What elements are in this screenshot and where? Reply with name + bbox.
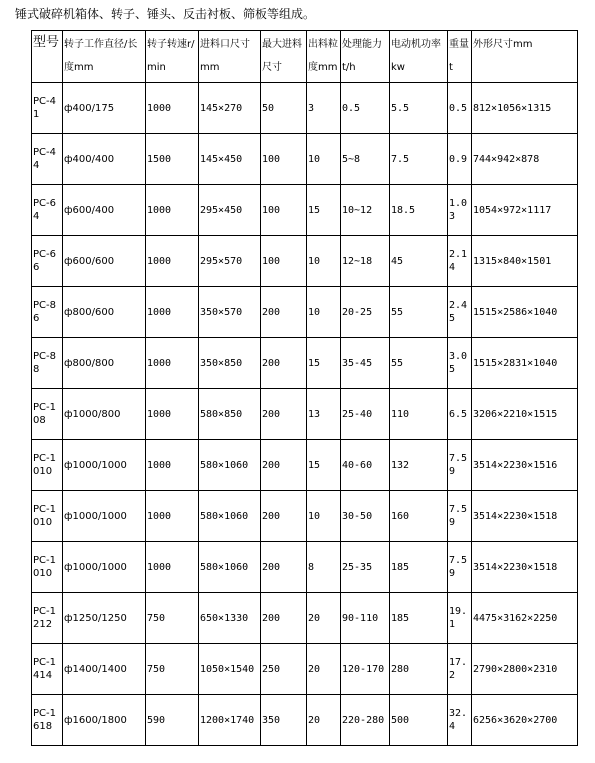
table-header-row [32, 31, 578, 83]
cell-weight: 1.03 [448, 185, 472, 236]
cell-rotor-speed: 1000 [146, 440, 199, 491]
cell-max-feed: 200 [261, 389, 307, 440]
cell-rotor-speed: 1000 [146, 287, 199, 338]
cell-inlet-size: 145×270 [199, 83, 261, 134]
cell-motor-power: 55 [390, 338, 448, 389]
cell-model: PC-1618 [32, 695, 63, 746]
cell-dimensions: 744×942×878 [472, 134, 578, 185]
cell-weight: 0.5 [448, 83, 472, 134]
cell-rotor-size: ф1000/1000 [63, 491, 146, 542]
cell-rotor-speed: 1000 [146, 389, 199, 440]
cell-inlet-size: 650×1330 [199, 593, 261, 644]
cell-rotor-speed: 1000 [146, 83, 199, 134]
cell-inlet-size: 350×850 [199, 338, 261, 389]
cell-dimensions: 3514×2230×1518 [472, 491, 578, 542]
cell-discharge-size: 15 [307, 338, 341, 389]
cell-motor-power: 500 [390, 695, 448, 746]
table-row [32, 338, 578, 389]
cell-capacity: 25-35 [341, 542, 390, 593]
cell-discharge-size: 15 [307, 440, 341, 491]
cell-weight: 7.59 [448, 440, 472, 491]
cell-discharge-size: 10 [307, 134, 341, 185]
cell-model: PC-1212 [32, 593, 63, 644]
cell-inlet-size: 1200×1740 [199, 695, 261, 746]
header-discharge-size: 出料粒度mm [307, 31, 341, 83]
cell-weight: 6.5 [448, 389, 472, 440]
cell-motor-power: 5.5 [390, 83, 448, 134]
cell-rotor-size: ф1250/1250 [63, 593, 146, 644]
table-row [32, 491, 578, 542]
table-row [32, 83, 578, 134]
cell-inlet-size: 580×850 [199, 389, 261, 440]
caption: 锤式破碎机箱体、转子、锤头、反击衬板、筛板等组成。 [15, 7, 316, 21]
cell-rotor-size: ф1000/1000 [63, 542, 146, 593]
cell-dimensions: 3514×2230×1516 [472, 440, 578, 491]
cell-capacity: 35-45 [341, 338, 390, 389]
cell-motor-power: 132 [390, 440, 448, 491]
header-inlet-size: 进料口尺寸mm [199, 31, 261, 83]
cell-weight: 7.59 [448, 491, 472, 542]
cell-rotor-speed: 1000 [146, 491, 199, 542]
cell-max-feed: 50 [261, 83, 307, 134]
table-row [32, 134, 578, 185]
cell-motor-power: 280 [390, 644, 448, 695]
cell-inlet-size: 350×570 [199, 287, 261, 338]
cell-max-feed: 200 [261, 593, 307, 644]
spec-table [31, 30, 578, 746]
cell-discharge-size: 10 [307, 491, 341, 542]
cell-capacity: 0.5 [341, 83, 390, 134]
cell-model: PC-86 [32, 287, 63, 338]
cell-discharge-size: 15 [307, 185, 341, 236]
cell-discharge-size: 10 [307, 236, 341, 287]
cell-rotor-speed: 1000 [146, 542, 199, 593]
cell-inlet-size: 1050×1540 [199, 644, 261, 695]
table-row [32, 440, 578, 491]
cell-rotor-size: ф400/175 [63, 83, 146, 134]
cell-model: PC-1010 [32, 491, 63, 542]
cell-rotor-size: ф800/600 [63, 287, 146, 338]
cell-motor-power: 55 [390, 287, 448, 338]
cell-rotor-speed: 1000 [146, 236, 199, 287]
cell-rotor-speed: 1500 [146, 134, 199, 185]
cell-max-feed: 100 [261, 236, 307, 287]
cell-rotor-size: ф400/400 [63, 134, 146, 185]
header-model: 型号 [32, 31, 63, 83]
header-rotor-speed: 转子转速r/min [146, 31, 199, 83]
cell-capacity: 5~8 [341, 134, 390, 185]
cell-weight: 19.1 [448, 593, 472, 644]
cell-dimensions: 1515×2586×1040 [472, 287, 578, 338]
cell-capacity: 20-25 [341, 287, 390, 338]
header-dimensions: 外形尺寸mm [472, 31, 578, 83]
cell-capacity: 30-50 [341, 491, 390, 542]
cell-weight: 7.59 [448, 542, 472, 593]
cell-model: PC-108 [32, 389, 63, 440]
cell-inlet-size: 580×1060 [199, 440, 261, 491]
header-rotor-size: 转子工作直径/长度mm [63, 31, 146, 83]
cell-discharge-size: 13 [307, 389, 341, 440]
cell-model: PC-88 [32, 338, 63, 389]
table-row [32, 389, 578, 440]
cell-dimensions: 1515×2831×1040 [472, 338, 578, 389]
cell-model: PC-1010 [32, 542, 63, 593]
table-row [32, 593, 578, 644]
cell-capacity: 12~18 [341, 236, 390, 287]
cell-capacity: 25-40 [341, 389, 390, 440]
table-row [32, 542, 578, 593]
cell-weight: 2.45 [448, 287, 472, 338]
cell-dimensions: 2790×2800×2310 [472, 644, 578, 695]
cell-rotor-speed: 1000 [146, 338, 199, 389]
table-row [32, 644, 578, 695]
cell-inlet-size: 145×450 [199, 134, 261, 185]
cell-max-feed: 200 [261, 440, 307, 491]
cell-discharge-size: 10 [307, 287, 341, 338]
cell-model: PC-1010 [32, 440, 63, 491]
cell-capacity: 10~12 [341, 185, 390, 236]
cell-weight: 32.4 [448, 695, 472, 746]
cell-rotor-speed: 590 [146, 695, 199, 746]
cell-motor-power: 18.5 [390, 185, 448, 236]
cell-dimensions: 1054×972×1117 [472, 185, 578, 236]
cell-inlet-size: 295×450 [199, 185, 261, 236]
cell-inlet-size: 295×570 [199, 236, 261, 287]
cell-max-feed: 200 [261, 491, 307, 542]
cell-motor-power: 185 [390, 542, 448, 593]
cell-dimensions: 1315×840×1501 [472, 236, 578, 287]
cell-motor-power: 160 [390, 491, 448, 542]
cell-rotor-speed: 750 [146, 593, 199, 644]
cell-capacity: 40-60 [341, 440, 390, 491]
header-capacity: 处理能力t/h [341, 31, 390, 83]
cell-model: PC-64 [32, 185, 63, 236]
cell-discharge-size: 20 [307, 593, 341, 644]
cell-rotor-size: ф600/600 [63, 236, 146, 287]
cell-rotor-size: ф800/800 [63, 338, 146, 389]
cell-max-feed: 100 [261, 134, 307, 185]
cell-dimensions: 4475×3162×2250 [472, 593, 578, 644]
cell-rotor-size: ф600/400 [63, 185, 146, 236]
cell-capacity: 90-110 [341, 593, 390, 644]
cell-weight: 17.2 [448, 644, 472, 695]
cell-max-feed: 100 [261, 185, 307, 236]
table-row [32, 185, 578, 236]
cell-rotor-speed: 1000 [146, 185, 199, 236]
header-weight: 重量t [448, 31, 472, 83]
cell-model: PC-66 [32, 236, 63, 287]
cell-rotor-size: ф1000/800 [63, 389, 146, 440]
cell-weight: 2.14 [448, 236, 472, 287]
cell-discharge-size: 20 [307, 695, 341, 746]
cell-max-feed: 250 [261, 644, 307, 695]
header-max-feed: 最大进料 尺寸 [261, 31, 307, 83]
cell-inlet-size: 580×1060 [199, 542, 261, 593]
cell-dimensions: 6256×3620×2700 [472, 695, 578, 746]
cell-weight: 0.9 [448, 134, 472, 185]
table-row [32, 236, 578, 287]
cell-capacity: 120-170 [341, 644, 390, 695]
cell-motor-power: 185 [390, 593, 448, 644]
cell-inlet-size: 580×1060 [199, 491, 261, 542]
cell-model: PC-1414 [32, 644, 63, 695]
cell-capacity: 220-280 [341, 695, 390, 746]
cell-rotor-size: ф1600/1800 [63, 695, 146, 746]
cell-max-feed: 350 [261, 695, 307, 746]
cell-max-feed: 200 [261, 287, 307, 338]
cell-motor-power: 45 [390, 236, 448, 287]
cell-model: PC-41 [32, 83, 63, 134]
cell-max-feed: 200 [261, 542, 307, 593]
cell-dimensions: 812×1056×1315 [472, 83, 578, 134]
cell-discharge-size: 3 [307, 83, 341, 134]
cell-rotor-speed: 750 [146, 644, 199, 695]
cell-dimensions: 3514×2230×1518 [472, 542, 578, 593]
cell-model: PC-44 [32, 134, 63, 185]
cell-rotor-size: ф1400/1400 [63, 644, 146, 695]
cell-discharge-size: 8 [307, 542, 341, 593]
cell-weight: 3.05 [448, 338, 472, 389]
cell-max-feed: 200 [261, 338, 307, 389]
cell-dimensions: 3206×2210×1515 [472, 389, 578, 440]
cell-rotor-size: ф1000/1000 [63, 440, 146, 491]
table-row [32, 695, 578, 746]
header-motor-power: 电动机功率kw [390, 31, 448, 83]
table-row [32, 287, 578, 338]
cell-discharge-size: 20 [307, 644, 341, 695]
cell-motor-power: 110 [390, 389, 448, 440]
cell-motor-power: 7.5 [390, 134, 448, 185]
